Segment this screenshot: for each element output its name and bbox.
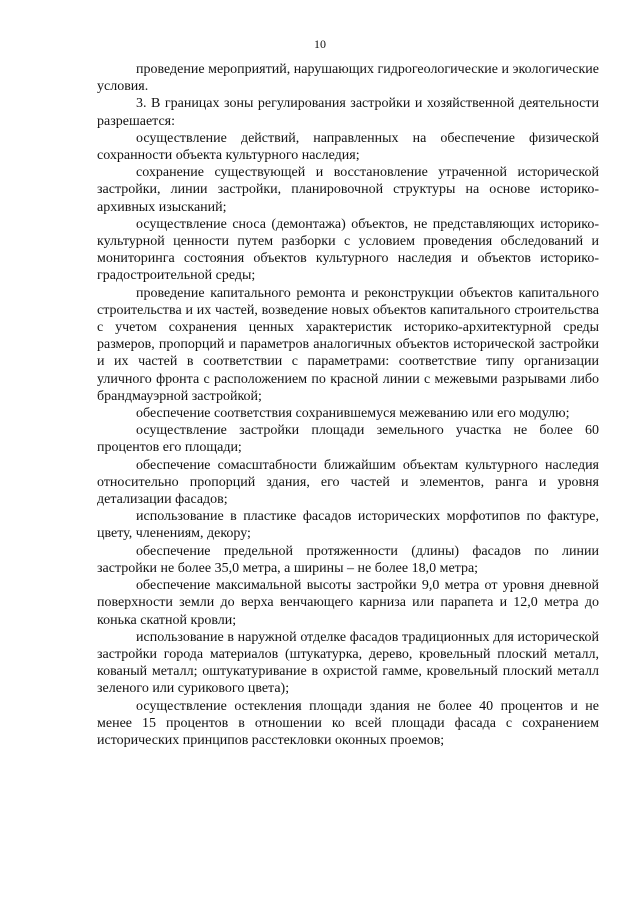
paragraph: обеспечение сомасштабности ближайшим объектам культурного наследия относительно пропорций здания, его частей и элементов, ранга и уровня детализации фасадов; bbox=[97, 457, 599, 508]
paragraph: обеспечение максимальной высоты застройки 9,0 метра от уровня дневной поверхности земли до верха венчающего карниза или парапета и 12,0 метра до конька скатной кровли; bbox=[97, 578, 599, 628]
paragraph: осуществление сноса (демонтажа) объектов, не представляющих историко-культурной ценности путем разборки с условием проведения обследований и мониторинга состояния объектов культурного наследия и объектов историко-градостроительной среды; bbox=[97, 216, 599, 284]
paragraph: проведение мероприятий, нарушающих гидрогеологические и экологические условия. bbox=[97, 62, 599, 95]
paragraph: сохранение существующей и восстановление утраченной исторической застройки, линии застройки, планировочной структуры на основе историко-архивных изысканий; bbox=[97, 165, 599, 215]
paragraph: использование в пластике фасадов исторических морфотипов по фактуре, цвету, членениям, декору; bbox=[97, 509, 599, 542]
paragraph: осуществление застройки площади земельного участка не более 60 процентов его площади; bbox=[97, 423, 599, 456]
paragraph: использование в наружной отделке фасадов традиционных для исторической застройки города материалов (штукатурка, дерево, кровельный плоский металл, кованый металл; оштукатуривание в охристой гамме, кровельный плоский металл зеленого или сурикового цвета); bbox=[97, 629, 599, 697]
paragraph: осуществление действий, направленных на обеспечение физической сохранности объекта культурного наследия; bbox=[97, 130, 599, 164]
paragraph: проведение капитального ремонта и реконструкции объектов капитального строительства и их частей, возведение новых объектов капитального строительства с учетом сохранения ценных характеристик историко-архитектурной среды размеров, пропорций и параметров аналогичных объектов исторической застройки и их частей в соответствии с параметрами: соответствие типу организации уличного фронта с расположением по красной линии с межевыми разрывами либо брандмауэрной застройкой; bbox=[97, 285, 599, 404]
paragraph: 3. В границах зоны регулирования застройки и хозяйственной деятельности разрешается: bbox=[97, 96, 599, 129]
paragraph: обеспечение соответствия сохранившемуся межеванию или его модулю; bbox=[136, 406, 570, 422]
page-number: 10 bbox=[314, 37, 326, 51]
paragraph: обеспечение предельной протяженности (длины) фасадов по линии застройки не более 35,0 метра, а ширины – не более 18,0 метра; bbox=[97, 543, 599, 576]
document-body bbox=[97, 61, 599, 749]
paragraph: осуществление остекления площади здания не более 40 процентов и не менее 15 процентов в отношении ко всей площади фасада с сохранением исторических принципов расстекловки оконных проемов; bbox=[97, 698, 599, 748]
